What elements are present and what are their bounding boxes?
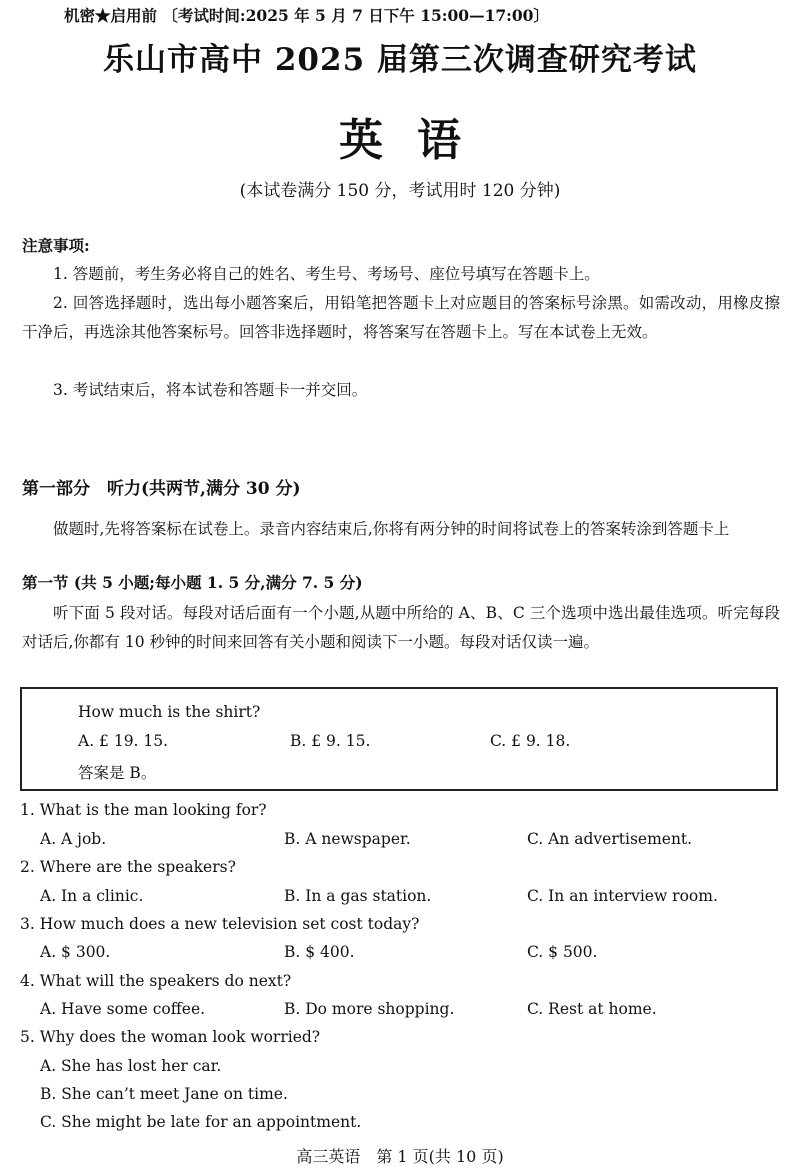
example-box <box>20 687 778 791</box>
example-option-b: B. £ 9. 15. <box>290 732 371 750</box>
score-time-note: (本试卷满分 150 分，考试用时 120 分钟) <box>239 181 561 201</box>
section-one-instructions: 听下面 5 段对话。每段对话后面有一个小题,从题中所给的 A、B、C 三个选项中选出最佳选项。听完每段对话后,你都有 10 秒钟的时间来回答有关小题和阅读下一小题。每段对话仅读一遍。 <box>22 604 780 651</box>
question-4-option-a: A. Have some coffee. <box>40 1000 206 1018</box>
example-option-c: C. £ 9. 18. <box>490 732 571 750</box>
question-4: 4. What will the speakers do next? <box>20 972 292 990</box>
question-1: 1. What is the man looking for? <box>20 801 267 819</box>
question-3: 3. How much does a new television set cost today? <box>20 915 420 933</box>
question-2-option-c: C. In an interview room. <box>527 887 718 905</box>
question-1-option-b: B. A newspaper. <box>284 830 411 848</box>
example-question: How much is the shirt? <box>78 703 261 721</box>
exam-title: 乐山市高中 2025 届第三次调查研究考试 <box>103 42 697 78</box>
notice-item-3: 3. 考试结束后，将本试卷和答题卡一并交回。 <box>53 381 368 399</box>
question-5: 5. Why does the woman look worried? <box>20 1028 321 1046</box>
question-4-option-b: B. Do more shopping. <box>284 1000 455 1018</box>
part-one-heading: 第一部分 听力(共两节,满分 30 分) <box>22 479 301 499</box>
question-2-option-b: B. In a gas station. <box>284 887 432 905</box>
section-one-heading: 第一节 (共 5 小题;每小题 1. 5 分,满分 7. 5 分) <box>22 573 363 592</box>
notice-item-2: 2. 回答选择题时，选出每小题答案后，用铅笔把答题卡上对应题目的答案标号涂黑。如需改动，用橡皮擦干净后，再选涂其他答案标号。回答非选择题时，将答案写在答题卡上。写在本试卷上无效。 <box>22 294 780 341</box>
question-1-option-c: C. An advertisement. <box>527 830 693 848</box>
question-3-option-a: A. $ 300. <box>40 943 111 961</box>
question-1-option-a: A. A job. <box>40 830 107 848</box>
question-3-option-c: C. $ 500. <box>527 943 598 961</box>
notice-item-1: 1. 答题前，考生务必将自己的姓名、考生号、考场号、座位号填写在答题卡上。 <box>53 265 600 283</box>
question-5-option-b: B. She can’t meet Jane on time. <box>40 1085 288 1103</box>
question-3-option-b: B. $ 400. <box>284 943 355 961</box>
confidential-exam-time: 机密★启用前 〔考试时间:2025 年 5 月 7 日下午 15:00—17:00〕 <box>64 6 549 25</box>
question-2: 2. Where are the speakers? <box>20 858 236 876</box>
page-footer: 高三英语 第 1 页(共 10 页) <box>296 1147 504 1166</box>
question-5-option-a: A. She has lost her car. <box>40 1057 222 1075</box>
part-one-intro: 做题时,先将答案标在试卷上。录音内容结束后,你将有两分钟的时间将试卷上的答案转涂到答题卡上 <box>53 520 730 538</box>
example-option-a: A. £ 19. 15. <box>78 732 169 750</box>
example-answer: 答案是 B。 <box>78 764 157 782</box>
question-4-option-c: C. Rest at home. <box>527 1000 657 1018</box>
subject-title: 英语 <box>339 115 495 166</box>
question-5-option-c: C. She might be late for an appointment. <box>40 1113 362 1131</box>
question-2-option-a: A. In a clinic. <box>40 887 144 905</box>
notice-heading: 注意事项: <box>22 236 90 255</box>
